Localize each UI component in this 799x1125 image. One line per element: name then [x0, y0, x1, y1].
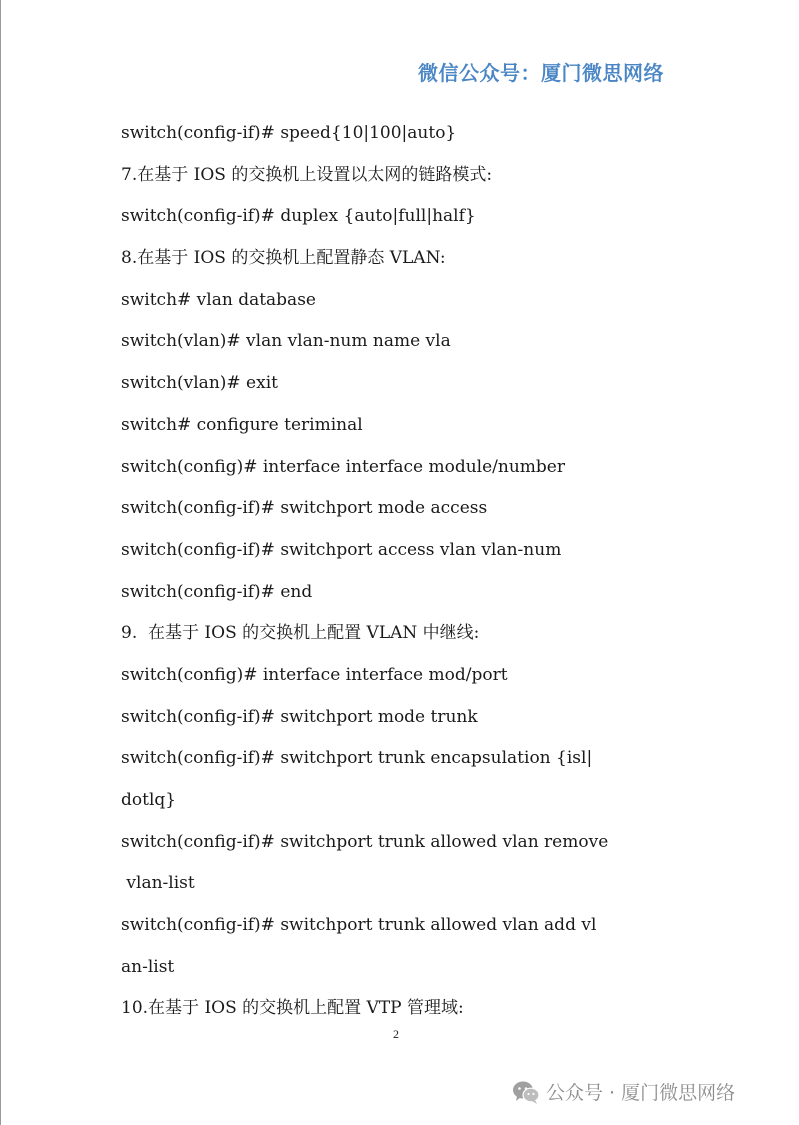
- watermark-text: 公众号 · 厦门微思网络: [546, 1082, 736, 1104]
- text-line: switch(vlan)# exit: [121, 373, 278, 394]
- text-line: switch(config-if)# switchport trunk allowed vlan remove: [121, 831, 609, 852]
- document-body: [121, 113, 681, 1030]
- text-line: switch(config-if)# switchport mode trunk: [121, 706, 478, 727]
- text-line: vlan-list: [121, 873, 195, 894]
- text-line: 8.在基于 IOS 的交换机上配置静态 VLAN:: [121, 248, 446, 269]
- text-line: switch(config-if)# switchport trunk encapsulation {isl|: [121, 748, 593, 769]
- text-line: 7.在基于 IOS 的交换机上设置以太网的链路模式:: [121, 164, 493, 185]
- text-line: 10.在基于 IOS 的交换机上配置 VTP 管理域:: [121, 998, 464, 1019]
- text-line: dotlq}: [121, 790, 177, 810]
- text-line: switch(config-if)# switchport trunk allowed vlan add vl: [121, 915, 597, 936]
- text-line: switch(config-if)# switchport mode access: [121, 498, 488, 519]
- text-line: switch(vlan)# vlan vlan-num name vla: [121, 331, 451, 352]
- page-left-border: [0, 0, 1, 1125]
- text-line: 9. 在基于 IOS 的交换机上配置 VLAN 中继线:: [121, 623, 480, 644]
- wechat-icon: [512, 1079, 540, 1105]
- text-line: switch(config-if)# switchport access vlan vlan-num: [121, 539, 562, 560]
- text-line: an-list: [121, 956, 175, 977]
- page-number: 2: [393, 1027, 399, 1041]
- text-line: switch(config-if)# duplex {auto|full|half}: [121, 206, 476, 227]
- text-line: switch# configure teriminal: [121, 414, 363, 435]
- text-line: switch(config)# interface interface mod/port: [121, 664, 508, 685]
- text-line: switch(config-if)# speed{10|100|auto}: [121, 123, 457, 143]
- page-header: 微信公众号：厦门微思网络: [418, 61, 664, 85]
- text-line: switch# vlan database: [121, 289, 316, 310]
- text-line: switch(config-if)# end: [121, 581, 313, 602]
- text-line: switch(config)# interface interface module/number: [121, 456, 565, 477]
- wechat-watermark: [512, 1078, 735, 1105]
